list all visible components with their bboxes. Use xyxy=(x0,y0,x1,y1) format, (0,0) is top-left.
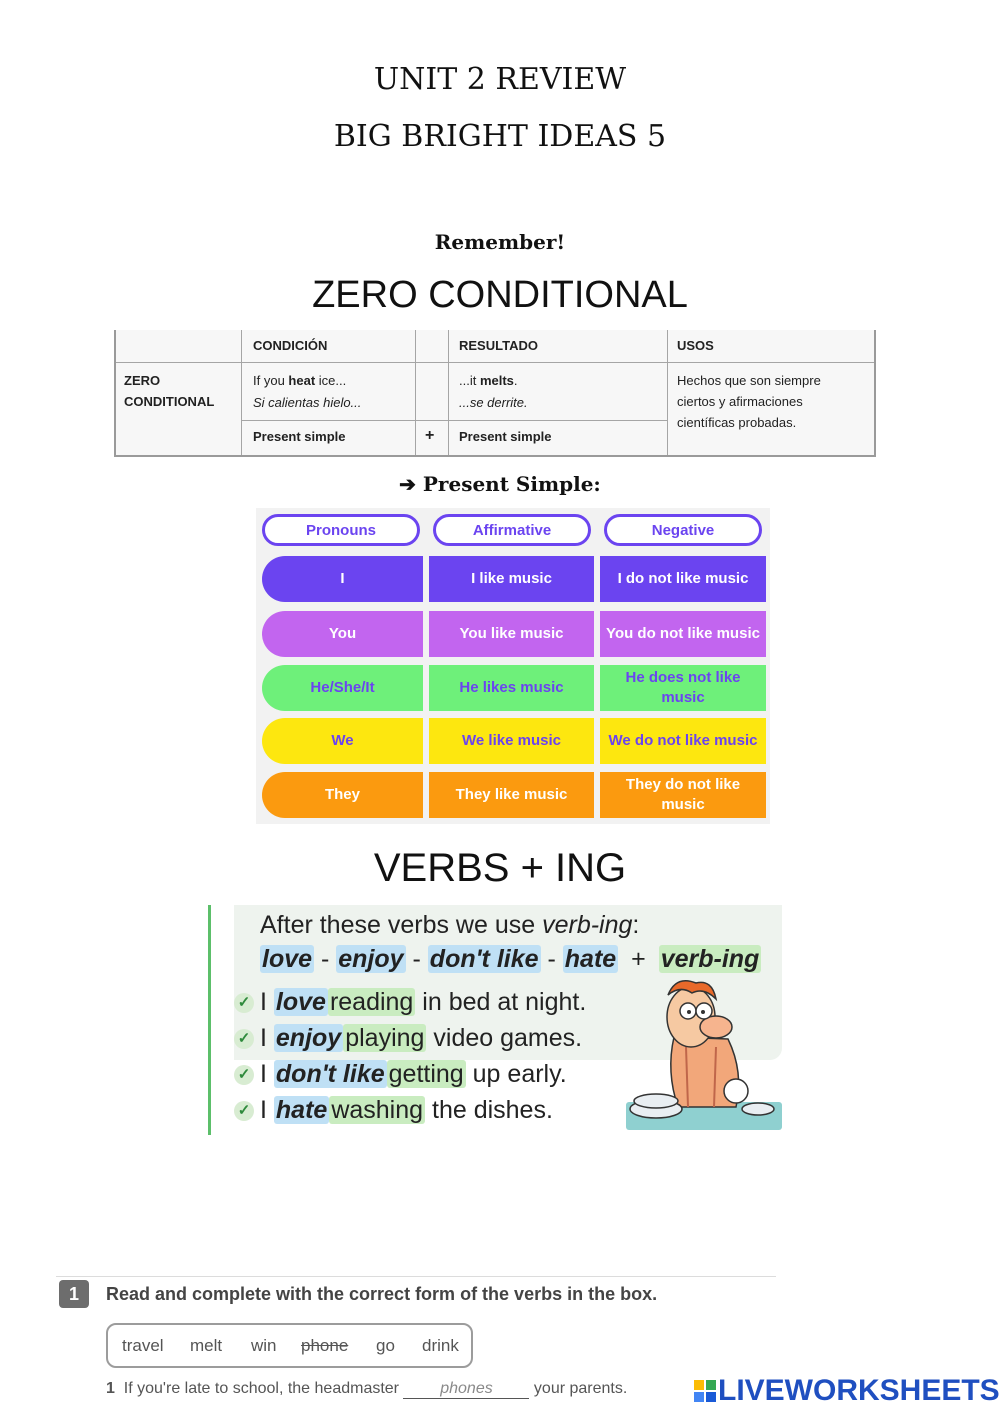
row-we-negative: We do not like music xyxy=(600,718,766,764)
example-4: I hate washing the dishes. xyxy=(260,1096,553,1124)
word-drink: drink xyxy=(422,1336,459,1355)
present-simple-table xyxy=(256,508,770,824)
word-box xyxy=(106,1323,473,1368)
row-label: ZERO CONDITIONAL xyxy=(124,373,215,409)
word-go: go xyxy=(376,1336,395,1355)
word-phone: phone xyxy=(301,1336,349,1355)
example-3: I don't like getting up early. xyxy=(260,1060,567,1088)
row-you-affirmative: You like music xyxy=(429,611,594,657)
cartoon-man-illustration xyxy=(616,977,782,1133)
row-we-pronoun: We xyxy=(262,718,423,764)
header-affirmative: Affirmative xyxy=(433,514,591,546)
uses-text: Hechos que son siempre ciertos y afirmaciones científicas probadas. xyxy=(677,373,821,430)
accent-bar xyxy=(208,905,211,1135)
answer-blank[interactable]: phones xyxy=(403,1380,529,1399)
row-you-negative: You do not like music xyxy=(600,611,766,657)
word-travel: travel xyxy=(122,1336,164,1355)
word-win: win xyxy=(251,1336,277,1355)
verbs-ing-box xyxy=(208,905,782,1135)
check-icon: ✓ xyxy=(234,1101,254,1121)
row-they-affirmative: They like music xyxy=(429,772,594,818)
zero-conditional-table xyxy=(114,330,876,457)
row-he-affirmative: He likes music xyxy=(429,665,594,711)
word-melt: melt xyxy=(190,1336,223,1355)
exercise-item-1: 1 If you're late to school, the headmaster phones your parents. xyxy=(106,1380,628,1397)
condition-english: If you heat ice... xyxy=(253,373,347,388)
header-resultado: RESULTADO xyxy=(459,338,538,353)
exercise-instruction: Read and complete with the correct form of the verbs in the box. xyxy=(106,1284,658,1304)
remember-label: Remember! xyxy=(434,230,566,254)
form-condition: Present simple xyxy=(253,429,346,444)
condition-spanish: Si calientas hielo... xyxy=(253,395,362,410)
verbs-ing-heading: VERBS + ING xyxy=(373,846,627,890)
form-result: Present simple xyxy=(459,429,552,444)
header-pronouns: Pronouns xyxy=(262,514,420,546)
plus-sign: + xyxy=(425,427,435,444)
divider xyxy=(56,1276,776,1277)
header-condicion: CONDICIÓN xyxy=(253,338,328,353)
check-icon: ✓ xyxy=(234,1029,254,1049)
present-simple-heading: ➔ Present Simple: xyxy=(399,472,601,496)
rule-intro: After these verbs we use verb-ing: xyxy=(260,911,640,939)
row-we-affirmative: We like music xyxy=(429,718,594,764)
result-spanish: ...se derrite. xyxy=(459,395,528,410)
header-usos: USOS xyxy=(677,338,714,353)
row-i-negative: I do not like music xyxy=(600,556,766,602)
example-2: I enjoy playing video games. xyxy=(260,1024,583,1052)
example-1: I love reading in bed at night. xyxy=(260,988,587,1016)
page-subtitle: BIG BRIGHT IDEAS 5 xyxy=(333,119,667,154)
check-icon: ✓ xyxy=(234,1065,254,1085)
row-i-pronoun: I xyxy=(262,556,423,602)
row-i-affirmative: I like music xyxy=(429,556,594,602)
watermark-text: LIVEWORKSHEETS xyxy=(718,1374,1000,1407)
zero-conditional-heading: ZERO CONDITIONAL xyxy=(312,274,688,316)
result-english: ...it melts. xyxy=(459,373,518,388)
header-negative: Negative xyxy=(604,514,762,546)
row-he-negative: He does not like music xyxy=(600,665,766,711)
liveworksheets-logo xyxy=(694,1374,1000,1408)
exercise-number: 1 xyxy=(59,1280,89,1308)
check-icon: ✓ xyxy=(234,993,254,1013)
row-they-pronoun: They xyxy=(262,772,423,818)
row-he-pronoun: He/She/It xyxy=(262,665,423,711)
page-title: UNIT 2 REVIEW xyxy=(373,62,627,97)
logo-icon xyxy=(694,1380,716,1402)
rule-verbs: love - enjoy - don't like - hate + verb-ing xyxy=(262,945,760,973)
row-you-pronoun: You xyxy=(262,611,423,657)
row-they-negative: They do not like music xyxy=(600,772,766,818)
